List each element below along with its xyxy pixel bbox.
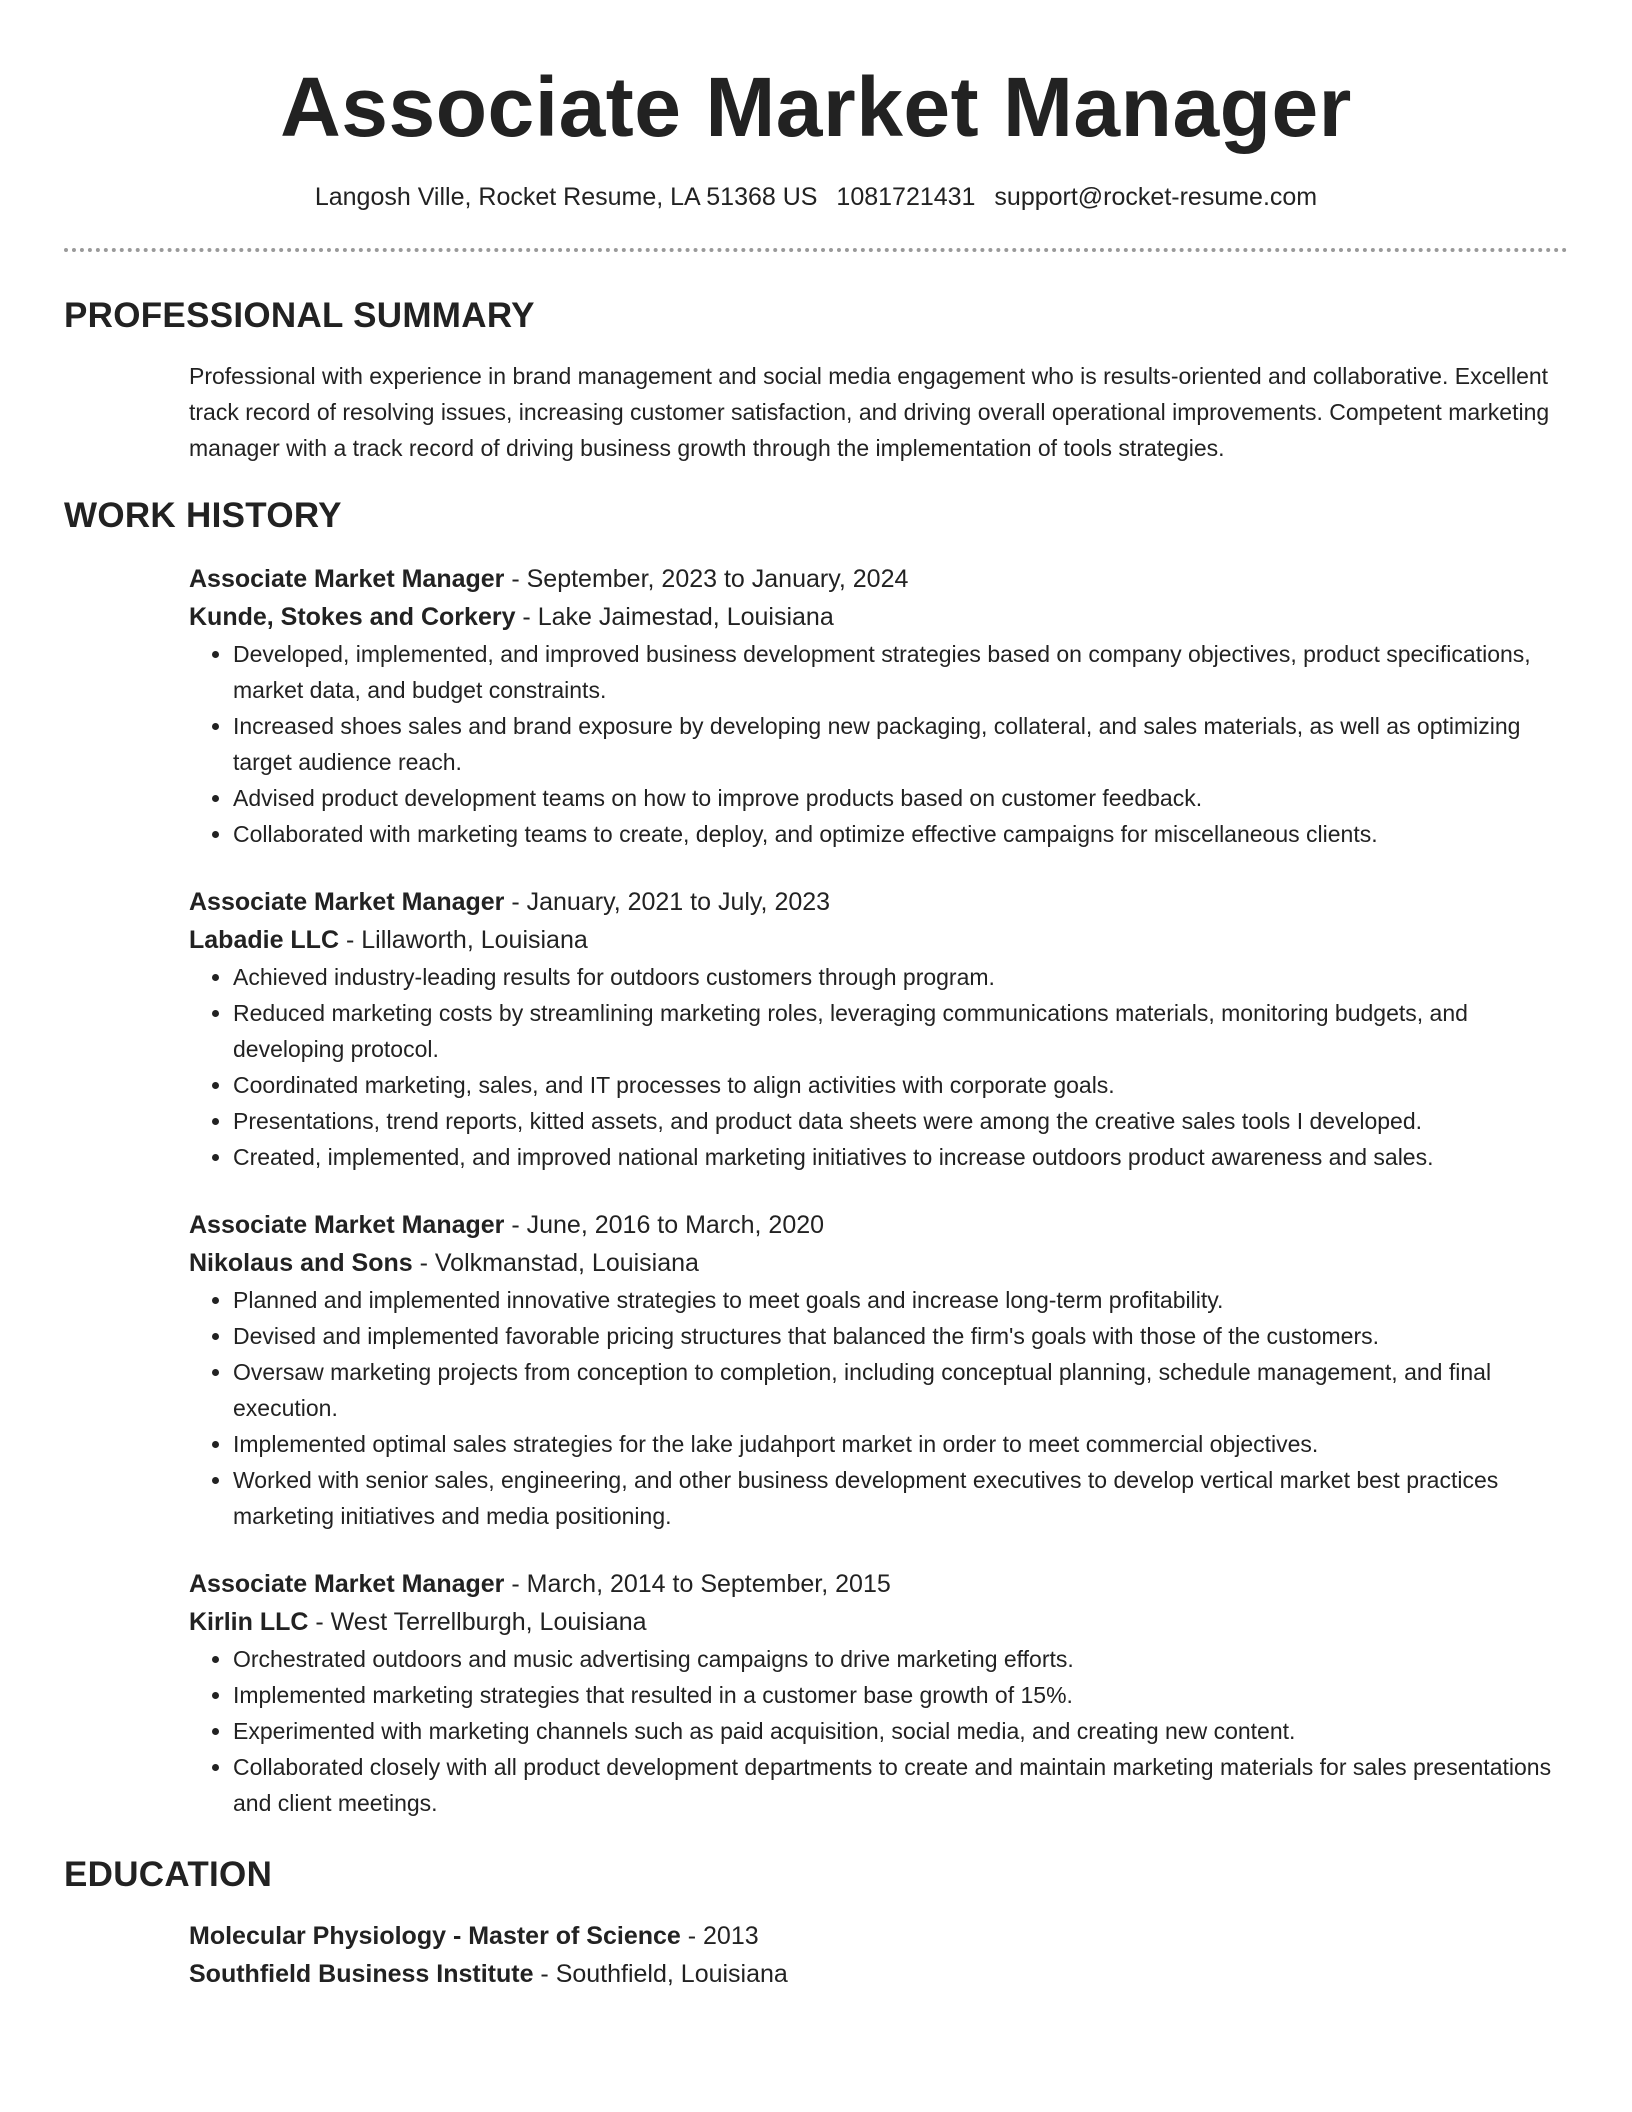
education-degree-line bbox=[189, 1917, 1568, 1955]
resume-name: Associate Market Manager bbox=[280, 60, 1352, 154]
job-dates: - March, 2014 to September, 2015 bbox=[504, 1570, 891, 1598]
education-section bbox=[189, 1917, 1568, 1993]
job-company-line bbox=[189, 1603, 1568, 1641]
job-company-line bbox=[189, 1244, 1568, 1282]
job-role: Associate Market Manager bbox=[189, 888, 505, 916]
education-degree: Molecular Physiology - Master of Science bbox=[189, 1922, 681, 1950]
work-history-section bbox=[189, 560, 1568, 1821]
job-entry bbox=[189, 1565, 1568, 1821]
work-history-heading: WORK HISTORY bbox=[64, 496, 342, 535]
job-bullet: • Collaborated closely with all product development departments to create and maintain marketing materials for sales presentations and client meetings. bbox=[233, 1749, 1568, 1821]
job-bullet: • Worked with senior sales, engineering, and other business development executives to develop vertical market best practices marketing initiatives and media positioning. bbox=[233, 1462, 1568, 1534]
job-bullets bbox=[189, 1641, 1568, 1821]
job-bullets bbox=[189, 636, 1568, 852]
job-company-line bbox=[189, 598, 1568, 636]
job-bullet: • Collaborated with marketing teams to create, deploy, and optimize effective campaigns for miscellaneous clients. bbox=[233, 816, 1568, 852]
job-bullet: • Advised product development teams on how to improve products based on customer feedback. bbox=[233, 780, 1568, 816]
job-bullet: • Oversaw marketing projects from conception to completion, including conceptual planning, schedule management, and final execution. bbox=[233, 1354, 1568, 1426]
job-bullet: • Planned and implemented innovative strategies to meet goals and increase long-term profitability. bbox=[233, 1282, 1568, 1318]
education-school-line bbox=[189, 1955, 1568, 1993]
job-bullets bbox=[189, 1282, 1568, 1534]
job-location: - West Terrellburgh, Louisiana bbox=[308, 1608, 647, 1636]
job-entry bbox=[189, 1206, 1568, 1534]
summary-section bbox=[189, 358, 1568, 466]
job-bullet: • Orchestrated outdoors and music advertising campaigns to drive marketing efforts. bbox=[233, 1641, 1568, 1677]
job-bullet: • Coordinated marketing, sales, and IT processes to align activities with corporate goals. bbox=[233, 1067, 1568, 1103]
job-entry bbox=[189, 883, 1568, 1175]
job-dates: - January, 2021 to July, 2023 bbox=[504, 888, 831, 916]
contact-address: Langosh Ville, Rocket Resume, LA 51368 US bbox=[314, 183, 818, 211]
job-bullet: • Increased shoes sales and brand exposure by developing new packaging, collateral, and sales materials, as well as optimizing target audience reach. bbox=[233, 708, 1568, 780]
job-company: Nikolaus and Sons bbox=[189, 1249, 413, 1277]
job-bullet: • Experimented with marketing channels such as paid acquisition, social media, and creating new content. bbox=[233, 1713, 1568, 1749]
education-year: - 2013 bbox=[680, 1922, 759, 1950]
job-title-line bbox=[189, 883, 1568, 921]
job-role: Associate Market Manager bbox=[189, 1570, 505, 1598]
job-bullet: • Reduced marketing costs by streamlining marketing roles, leveraging communications materials, monitoring budgets, and developing protocol. bbox=[233, 995, 1568, 1067]
job-bullet: • Achieved industry-leading results for outdoors customers through program. bbox=[233, 959, 1568, 995]
job-location: - Lillaworth, Louisiana bbox=[339, 926, 588, 954]
job-bullet: • Presentations, trend reports, kitted assets, and product data sheets were among the creative sales tools I developed. bbox=[233, 1103, 1568, 1139]
job-company: Kirlin LLC bbox=[189, 1608, 309, 1636]
education-location: - Southfield, Louisiana bbox=[533, 1960, 788, 1988]
job-bullet: • Developed, implemented, and improved business development strategies based on company objectives, product specifications, market data, and budget constraints. bbox=[233, 636, 1568, 708]
job-bullets bbox=[189, 959, 1568, 1175]
education-heading: EDUCATION bbox=[64, 1855, 273, 1894]
job-bullet: • Implemented optimal sales strategies for the lake judahport market in order to meet commercial objectives. bbox=[233, 1426, 1568, 1462]
job-bullet: • Devised and implemented favorable pricing structures that balanced the firm's goals with those of the customers. bbox=[233, 1318, 1568, 1354]
summary-text: Professional with experience in brand management and social media engagement who is results-oriented and collaborative. Excellent track record of resolving issues, increasing customer satisfaction, and driving overall operational improvements. Competent marketing manager with a track record of driving business growth through the implementation of tools strategies. bbox=[189, 363, 1550, 461]
job-company: Labadie LLC bbox=[189, 926, 340, 954]
job-title-line bbox=[189, 1206, 1568, 1244]
job-dates: - September, 2023 to January, 2024 bbox=[504, 565, 909, 593]
contact-phone: 1081721431 bbox=[836, 183, 976, 211]
job-dates: - June, 2016 to March, 2020 bbox=[504, 1211, 825, 1239]
job-location: - Volkmanstad, Louisiana bbox=[412, 1249, 699, 1277]
job-bullet: • Implemented marketing strategies that resulted in a customer base growth of 15%. bbox=[233, 1677, 1568, 1713]
contact-email: support@rocket-resume.com bbox=[994, 183, 1318, 211]
job-role: Associate Market Manager bbox=[189, 1211, 505, 1239]
education-school: Southfield Business Institute bbox=[189, 1960, 534, 1988]
job-title-line bbox=[189, 560, 1568, 598]
job-entry bbox=[189, 560, 1568, 852]
contact-line bbox=[64, 182, 1568, 212]
job-company-line bbox=[189, 921, 1568, 959]
job-location: - Lake Jaimestad, Louisiana bbox=[515, 603, 834, 631]
summary-heading: PROFESSIONAL SUMMARY bbox=[64, 296, 535, 335]
job-role: Associate Market Manager bbox=[189, 565, 505, 593]
job-bullet: • Created, implemented, and improved national marketing initiatives to increase outdoors product awareness and sales. bbox=[233, 1139, 1568, 1175]
header-divider bbox=[64, 248, 1568, 252]
job-company: Kunde, Stokes and Corkery bbox=[189, 603, 516, 631]
job-title-line bbox=[189, 1565, 1568, 1603]
